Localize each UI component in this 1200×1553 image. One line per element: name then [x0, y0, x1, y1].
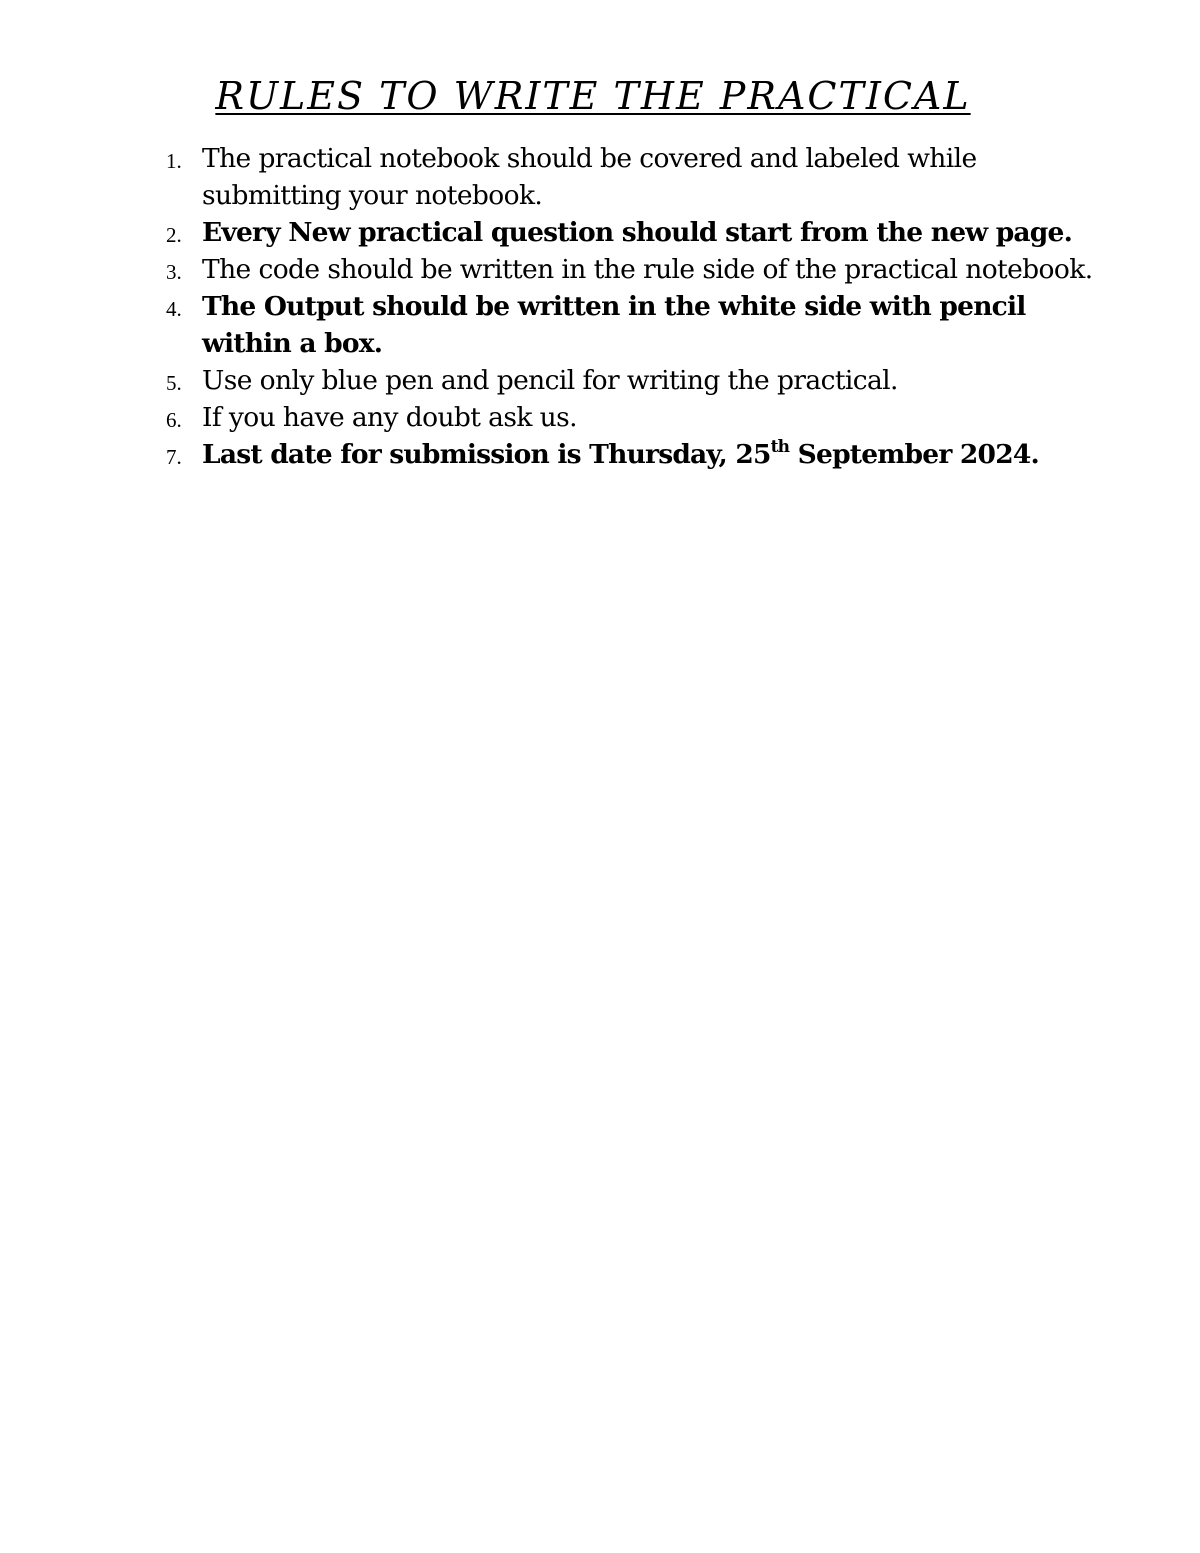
list-item	[160, 399, 1120, 436]
list-item-number: 2.	[166, 223, 182, 247]
list-item	[160, 362, 1120, 399]
ordinal-suffix: th	[770, 437, 790, 457]
list-item-number: 4.	[166, 297, 182, 321]
list-item-text: If you have any doubt ask us.	[202, 402, 577, 433]
list-item	[160, 251, 1120, 288]
deadline-text	[202, 439, 1039, 470]
list-item-number: 5.	[166, 371, 182, 395]
deadline-text-before: Last date for submission is Thursday, 25	[202, 439, 771, 470]
list-item-text: The practical notebook should be covered and labeled while submitting your notebook.	[202, 143, 977, 211]
list-item-text: Use only blue pen and pencil for writing the practical.	[202, 365, 898, 396]
list-item	[160, 214, 1120, 251]
list-item-number: 1.	[166, 149, 182, 173]
list-item-deadline	[160, 436, 1120, 473]
list-item-number: 7.	[166, 445, 182, 469]
list-item-text: Every New practical question should start from the new page.	[202, 217, 1073, 248]
page-title: RULES TO WRITE THE PRACTICAL	[215, 74, 971, 118]
rules-list	[160, 140, 1120, 473]
deadline-text-after: September 2024.	[789, 439, 1039, 470]
list-item-number: 3.	[166, 260, 182, 284]
list-item-text: The Output should be written in the white side with pencil within a box.	[202, 291, 1026, 359]
list-item-number: 6.	[166, 408, 182, 432]
list-item-text: The code should be written in the rule side of the practical notebook.	[202, 254, 1093, 285]
list-item	[160, 140, 1120, 214]
list-item	[160, 288, 1120, 362]
